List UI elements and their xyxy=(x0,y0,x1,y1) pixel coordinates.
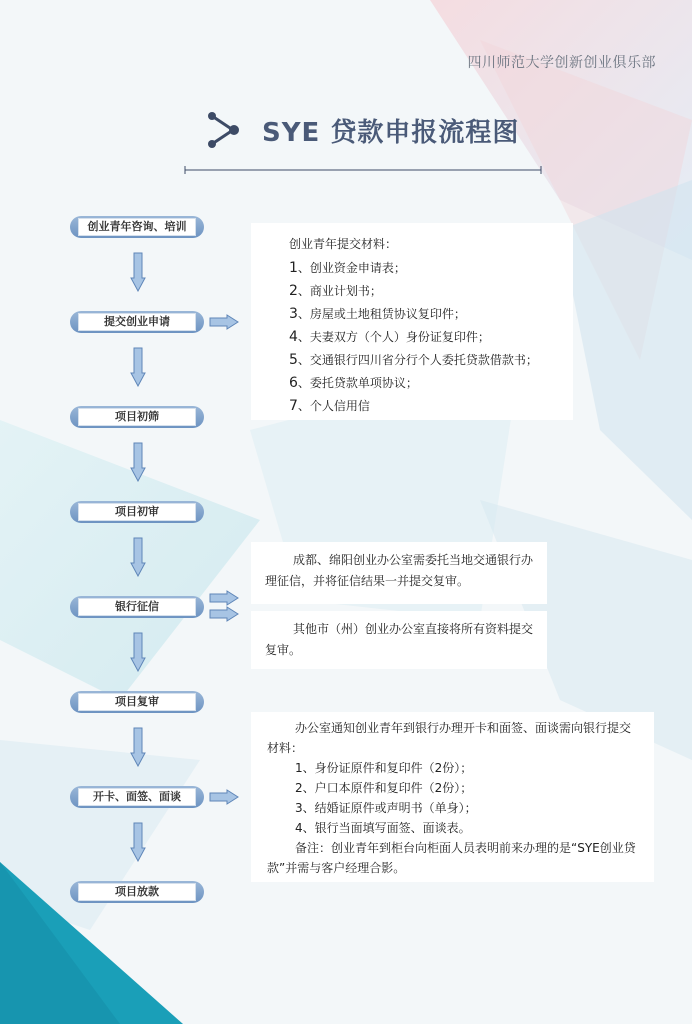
materials-item: 5、交通银行四川省分行个人委托贷款借款书； xyxy=(289,352,538,368)
bank-materials-intro: 办公室通知创业青年到银行办理开卡和面签、面谈需向银行提交材料： xyxy=(267,721,632,755)
down-arrow-icon xyxy=(130,822,146,862)
right-arrow-upper-icon xyxy=(209,590,239,606)
credit-note-chengdu: 成都、绵阳创业办公室需委托当地交通银行办理征信，并将征信结果一并提交复审。 xyxy=(251,542,547,604)
down-arrow-icon xyxy=(130,347,146,387)
bank-materials-item: 2、户口本原件和复印件（2份）； xyxy=(295,781,473,795)
materials-box xyxy=(251,223,573,420)
network-node-icon xyxy=(206,110,240,150)
step-label: 银行征信 xyxy=(78,598,196,616)
bank-materials-item: 1、身份证原件和复印件（2份）； xyxy=(295,761,473,775)
step-initial-review xyxy=(70,501,204,523)
down-arrow-icon xyxy=(130,727,146,767)
right-arrow-lower-icon xyxy=(209,606,239,622)
step-consult-training xyxy=(70,216,204,238)
materials-item: 3、房屋或土地租赁协议复印件； xyxy=(289,306,466,322)
title-divider xyxy=(183,164,543,176)
bank-materials-note: 备注：创业青年到柜台向柜面人员表明前来办理的是“SYE创业贷款”并需与客户经理合影。 xyxy=(267,841,636,875)
right-arrow-icon xyxy=(209,314,239,330)
materials-item: 7、个人信用信 xyxy=(289,398,370,414)
materials-item: 6、委托贷款单项协议； xyxy=(289,375,418,391)
materials-item: 1、创业资金申请表； xyxy=(289,260,406,276)
step-label: 项目放款 xyxy=(78,883,196,901)
step-label: 创业青年咨询、培训 xyxy=(78,218,196,236)
step-label: 开卡、面签、面谈 xyxy=(78,788,196,806)
page-title: SYE 贷款申报流程图 xyxy=(262,117,520,148)
bank-materials-item: 3、结婚证原件或声明书（单身）； xyxy=(295,801,477,815)
materials-item: 4、夫妻双方（个人）身份证复印件； xyxy=(289,329,490,345)
step-second-review xyxy=(70,691,204,713)
down-arrow-icon xyxy=(130,252,146,292)
down-arrow-icon xyxy=(130,632,146,672)
materials-item: 2、商业计划书； xyxy=(289,283,382,299)
step-label: 项目初审 xyxy=(78,503,196,521)
step-bank-credit-check xyxy=(70,596,204,618)
credit-note-other: 其他市（州）创业办公室直接将所有资料提交复审。 xyxy=(251,611,547,669)
bank-materials-box xyxy=(251,712,654,882)
step-label: 项目初筛 xyxy=(78,408,196,426)
bank-materials-item: 4、银行当面填写面签、面谈表。 xyxy=(295,821,471,835)
down-arrow-icon xyxy=(130,442,146,482)
right-arrow-icon xyxy=(209,789,239,805)
step-submit-application xyxy=(70,311,204,333)
step-initial-screening xyxy=(70,406,204,428)
step-label: 项目复审 xyxy=(78,693,196,711)
step-card-interview xyxy=(70,786,204,808)
organization-name: 四川师范大学创新创业俱乐部 xyxy=(467,55,656,71)
step-label: 提交创业申请 xyxy=(78,313,196,331)
title-block xyxy=(206,110,519,150)
step-loan-disbursement xyxy=(70,881,204,903)
materials-heading: 创业青年提交材料： xyxy=(289,237,398,251)
down-arrow-icon xyxy=(130,537,146,577)
